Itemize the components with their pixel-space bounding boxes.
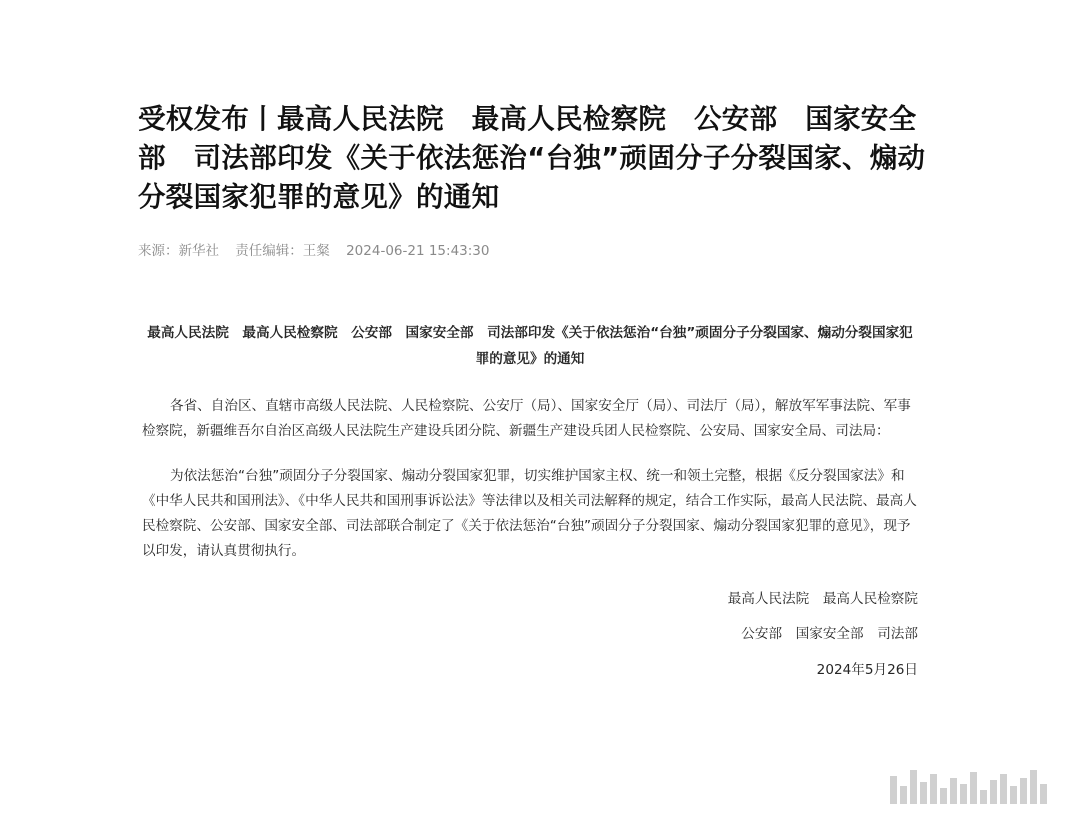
editor-label: 责任编辑：王粲 bbox=[235, 243, 330, 259]
article-headline: 受权发布丨最高人民法院 最高人民检察院 公安部 国家安全部 司法部印发《关于依法惩治“台独”顽固分子分裂国家、煽动分裂国家犯罪的意见》的通知 bbox=[138, 103, 926, 213]
document-body bbox=[142, 320, 918, 683]
document-title: 最高人民法院 最高人民检察院 公安部 国家安全部 司法部印发《关于依法惩治“台独”顽固分子分裂国家、煽动分裂国家犯罪的意见》的通知 bbox=[147, 325, 913, 367]
publish-datetime: 2024-06-21 15:43:30 bbox=[346, 243, 490, 259]
signature-line-2: 公安部 国家安全部 司法部 bbox=[741, 626, 918, 642]
article-meta bbox=[138, 241, 928, 261]
source-label: 来源：新华社 bbox=[138, 243, 219, 259]
signature-line-1: 最高人民法院 最高人民检察院 bbox=[727, 591, 918, 607]
addressees-paragraph: 各省、自治区、直辖市高级人民法院、人民检察院、公安厅（局）、国家安全厅（局）、司法厅（局），解放军军事法院、军事检察院，新疆维吾尔自治区高级人民法院生产建设兵团分院、新疆生产建设兵团人民检察院、公安局、国家安全局、司法局： bbox=[142, 398, 911, 439]
watermark-icon bbox=[890, 764, 1047, 804]
signature-date: 2024年5月26日 bbox=[816, 662, 918, 678]
main-paragraph: 为依法惩治“台独”顽固分子分裂国家、煽动分裂国家犯罪，切实维护国家主权、统一和领土完整，根据《反分裂国家法》和《中华人民共和国刑法》、《中华人民共和国刑事诉讼法》等法律以及相关司法解释的规定，结合工作实际，最高人民法院、最高人民检察院、公安部、国家安全部、司法部联合制定了《关于依法惩治“台独”顽固分子分裂国家、煽动分裂国家犯罪的意见》，现予以印发，请认真贯彻执行。 bbox=[142, 468, 917, 559]
article-header bbox=[138, 100, 928, 261]
